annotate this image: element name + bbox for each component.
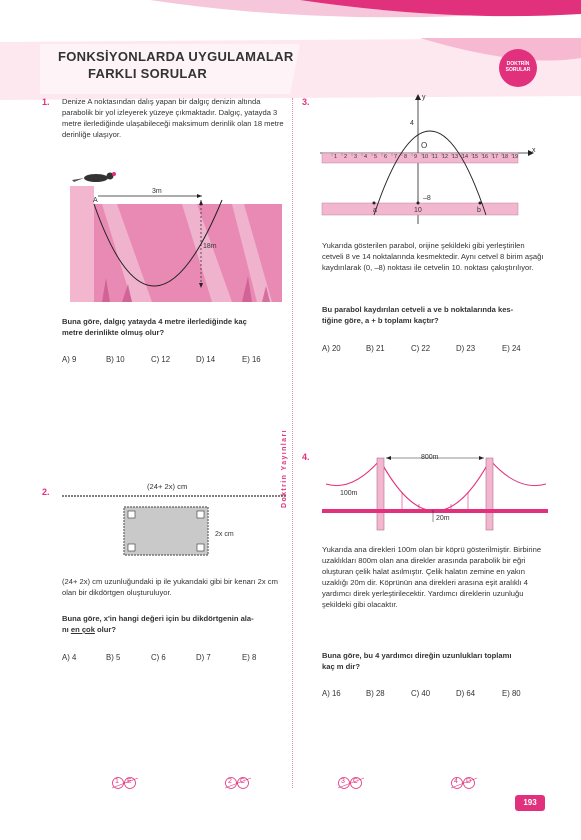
ruler-point-a: a <box>373 207 377 214</box>
tower-height-label: 100m <box>340 490 358 497</box>
width-label: 3m <box>152 188 162 195</box>
question-3-prompt <box>322 304 547 326</box>
question-1-prompt-line2: metre derinlikte olmuş olur? <box>62 328 165 337</box>
suspender-lines <box>402 492 468 509</box>
question-2-prompt-line2 <box>62 624 287 635</box>
q3-option-d[interactable]: D) 23 <box>456 344 476 353</box>
answer-1-num: 1 <box>115 778 119 785</box>
side-publisher-text: Doktrin Yayınları <box>281 429 288 508</box>
ruler-num-6: 6 <box>384 154 388 160</box>
q2-prompt-underlined: en çok <box>70 625 95 634</box>
span-label: 800m <box>421 454 439 461</box>
right-main-tower <box>486 458 493 530</box>
question-3-prompt-line1: Bu parabol kaydırılan cetveli a ve b noktalarında kes- <box>322 305 514 314</box>
ruler-point-b: b <box>477 207 481 214</box>
q2-option-d[interactable]: D) 7 <box>196 653 211 662</box>
point-10-marker <box>417 202 420 205</box>
question-4-text: Yukarıda ana direkleri 100m olan bir köprü gösterilmiştir. Birbirine uzaklıkları 800m olan ana direkler arasında parabolik bir eğri oluşturan çelik halat asılmıştır. Çelik halatın zemine en yakın uzaklığı 20m dir. Köprünün ana direkleri arasına eşit aralıklı 4 yardımcı direk yerleştirilecektir. Yardımcı direklerin uzunluğu şekildeki gibi olacaktır. <box>322 545 542 609</box>
question-3-prompt-line2: tiğine göre, a + b toplamı kaçtır? <box>322 316 439 325</box>
q3-option-a[interactable]: A) 20 <box>322 344 341 353</box>
q4-option-c[interactable]: C) 40 <box>411 689 431 698</box>
question-2-text: (24+ 2x) cm uzunluğundaki ip ile yukarıdaki gibi bir kenarı 2x cm olan bir dikdörtgen oluşturuluyor. <box>62 577 278 597</box>
question-1-prompt <box>62 316 287 338</box>
ruler-num-2: 2 <box>344 154 348 160</box>
q1-option-c[interactable]: C) 12 <box>151 355 171 364</box>
q3-option-b[interactable]: B) 21 <box>366 344 385 353</box>
question-3-text: Yukarıda gösterilen parabol, orijine şekildeki gibi yerleştirilen cetveli 8 ve 14 noktalarında kesmektedir. Aynı cetvel 8 birim aşağı kaydırılarak (0, –8) noktası ile cetvelin 10. noktası çakıştırılıyor. <box>322 241 544 272</box>
q2-option-b[interactable]: B) 5 <box>106 653 121 662</box>
ruler-point-10: 10 <box>414 207 422 214</box>
question-2-prompt <box>62 613 287 635</box>
ruler-num-1: 1 <box>334 154 338 160</box>
q4-option-e[interactable]: E) 80 <box>502 689 521 698</box>
point-a-label: A <box>93 197 98 204</box>
top-decorative-band <box>0 0 581 30</box>
ruler-num-17: 17 <box>492 154 499 160</box>
ruler-num-8: 8 <box>404 154 408 160</box>
question-2-number: 2. <box>42 487 50 497</box>
page-number: 193 <box>515 795 545 811</box>
q2-option-c[interactable]: C) 6 <box>151 653 166 662</box>
parabola-curve <box>374 131 489 215</box>
chapter-subtitle: FARKLI SORULAR <box>88 66 208 81</box>
ruler-num-13: 13 <box>452 154 459 160</box>
q4-option-b[interactable]: B) 28 <box>366 689 385 698</box>
answer-2-num: 2 <box>228 778 232 785</box>
diver-icon <box>72 172 116 182</box>
ruler-num-18: 18 <box>502 154 509 160</box>
ruler-num-15: 15 <box>472 154 479 160</box>
ruler-num-4: 4 <box>364 154 368 160</box>
answer-4-letter: D <box>466 778 472 785</box>
side-length-label: 2x cm <box>215 531 234 538</box>
ruler-num-11: 11 <box>432 154 438 160</box>
ruler-num-7: 7 <box>394 154 398 160</box>
ruler-num-14: 14 <box>462 154 469 160</box>
ruler-num-19: 19 <box>512 154 519 160</box>
y-axis-label: y <box>422 94 426 101</box>
point-b-marker <box>479 202 482 205</box>
q4-option-a[interactable]: A) 16 <box>322 689 341 698</box>
rope-length-label: (24+ 2x) cm <box>147 482 188 491</box>
q2-option-e[interactable]: E) 8 <box>242 653 257 662</box>
q1-option-a[interactable]: A) 9 <box>62 355 77 364</box>
q1-option-d[interactable]: D) 14 <box>196 355 216 364</box>
chapter-title: FONKSİYONLARDA UYGULAMALAR <box>58 49 294 64</box>
x-axis-label: x <box>532 147 536 154</box>
rope-rectangle-figure <box>60 488 288 568</box>
question-1-prompt-line1: Buna göre, dalgıç yatayda 4 metre ilerlediğinde kaç <box>62 317 247 326</box>
q4-option-d[interactable]: D) 64 <box>456 689 476 698</box>
question-4-prompt-line2: kaç m dir? <box>322 662 360 671</box>
answer-2-letter: C <box>240 778 246 785</box>
answer-4-num: 4 <box>454 778 458 785</box>
point-a-marker <box>373 202 376 205</box>
logo-text-bottom: SORULAR <box>505 67 531 73</box>
publisher-logo <box>499 49 537 87</box>
logo-text-top: DOKTRİN <box>506 61 530 67</box>
ruler-num-10: 10 <box>422 154 429 160</box>
q1-option-e[interactable]: E) 16 <box>242 355 261 364</box>
q2-prompt-pre: nı <box>62 625 71 634</box>
question-3-number: 3. <box>302 97 310 107</box>
y-tick-4: 4 <box>410 120 414 127</box>
q2-option-a[interactable]: A) 4 <box>62 653 77 662</box>
ruler-numbers <box>323 154 519 163</box>
ruler-num-3: 3 <box>354 154 358 160</box>
ruler-num-16: 16 <box>482 154 489 160</box>
question-1-number: 1. <box>42 97 50 107</box>
diver-figure <box>62 160 287 310</box>
question-4-prompt <box>322 650 547 672</box>
rectangle <box>124 507 208 555</box>
question-4-prompt-line1: Buna göre, bu 4 yardımcı direğin uzunlukları toplamı <box>322 651 512 660</box>
ruler-num-12: 12 <box>442 154 449 160</box>
ruler-num-5: 5 <box>374 154 378 160</box>
depth-label: 18m <box>203 243 217 250</box>
q1-option-b[interactable]: B) 10 <box>106 355 125 364</box>
question-2-prompt-line1: Buna göre, x'in hangi değeri için bu dikdörtgenin ala- <box>62 614 254 623</box>
left-main-tower <box>377 458 384 530</box>
q2-prompt-post: olur? <box>94 625 117 634</box>
ruler-num-9: 9 <box>414 154 418 160</box>
cable-gap-label: 20m <box>436 515 450 522</box>
question-1-text: Denize A noktasından dalış yapan bir dalgıç denizin altında parabolik bir yol izleyerek yüzeye çıkmaktadır. Dalgıç, yatayda 3 metre ilerlediğinde ulaşabileceği maksimum derinlik olan 18 metre derinliğe ulaşıyor. <box>62 97 284 139</box>
answer-3-num: 3 <box>341 778 345 785</box>
answer-1-letter: E <box>127 778 132 785</box>
cliff <box>70 186 94 302</box>
neg-8-label: –8 <box>423 195 431 202</box>
answer-3-letter: C <box>353 778 359 785</box>
cable-parabola <box>380 460 490 511</box>
origin-label: O <box>421 141 428 150</box>
question-4-number: 4. <box>302 452 310 462</box>
bridge-deck <box>322 509 548 513</box>
answer-key <box>110 776 540 790</box>
q3-option-e[interactable]: E) 24 <box>502 344 521 353</box>
q3-option-c[interactable]: C) 22 <box>411 344 431 353</box>
